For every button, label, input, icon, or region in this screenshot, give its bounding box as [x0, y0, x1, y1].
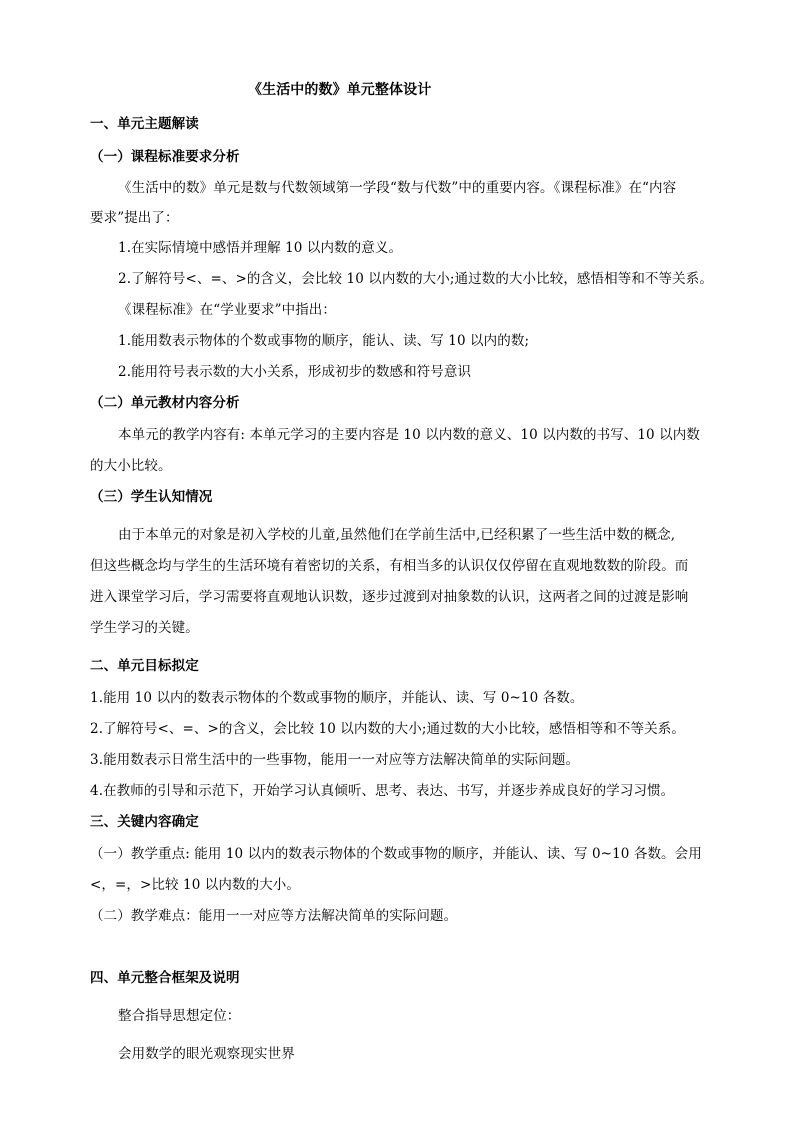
paragraph-line: 《生活中的数》单元是数与代数领域第一学段“数与代数”中的重要内容。《课程标准》在“内容: [118, 180, 677, 196]
requirement-item-1: 1.在实际情境中感悟并理解 10 以内数的意义。: [118, 240, 403, 256]
paragraph-line: 进入课堂学习后，学习需要将直观地认识数，逐步过渡到对抽象数的认识，这两者之间的过渡是影响: [90, 589, 689, 605]
paragraph-line: 要求”提出了：: [90, 210, 179, 226]
section-3-heading: 三、关键内容确定: [90, 814, 199, 830]
requirement-item-2: 2.了解符号<、=、>的含义，会比较 10 以内数的大小;通过数的大小比较，感悟相等和不等关系。: [118, 271, 713, 287]
academic-item-1: 1.能用数表示物体的个数或事物的顺序，能认、读、写 10 以内的数;: [118, 333, 530, 349]
paragraph-line: 的大小比较。: [90, 458, 172, 474]
paragraph-line: 由于本单元的对象是初入学校的儿童,虽然他们在学前生活中,已经积累了一些生活中数的概念,: [118, 527, 676, 543]
academic-item-2: 2.能用符号表示数的大小关系，形成初步的数感和符号意识: [118, 364, 472, 380]
section-2-heading: 二、单元目标拟定: [90, 658, 199, 674]
guide-item: 会用数学的眼光观察现实世界: [118, 1046, 295, 1062]
goal-item-4: 4.在教师的引导和示范下，开始学习认真倾听、思考、表达、书写，并逐步养成良好的学习习惯。: [90, 783, 675, 799]
subsection-1-3-heading: （三）学生认知情况: [90, 489, 213, 505]
section-1-heading: 一、单元主题解读: [90, 116, 199, 132]
subsection-1-1-heading: （一）课程标准要求分析: [90, 149, 240, 165]
difficulty-line: （二）教学难点：能用一一对应等方法解决简单的实际问题。: [90, 908, 458, 924]
section-4-heading: 四、单元整合框架及说明: [90, 970, 240, 986]
page-title: 《生活中的数》单元整体设计: [248, 82, 432, 98]
goal-item-3: 3.能用数表示日常生活中的一些事物，能用一一对应等方法解决简单的实际问题。: [90, 752, 580, 768]
guide-intro: 整合指导思想定位：: [118, 1008, 241, 1024]
goal-item-1: 1.能用 10 以内的数表示物体的个数或事物的顺序，并能认、读、写 0~10 各数。: [90, 690, 584, 706]
academic-requirement-intro: 《课程标准》在“学业要求”中指出：: [118, 302, 337, 318]
goal-item-2: 2.了解符号<、=、>的含义，会比较 10 以内数的大小;通过数的大小比较，感悟相等和不等关系。: [90, 721, 685, 737]
paragraph-line: 学生学习的关键。: [90, 620, 199, 636]
paragraph-line: 本单元的教学内容有: 本单元学习的主要内容是 10 以内数的意义、10 以内数的书写、10 以内数: [118, 427, 700, 443]
key-point-line: （一）教学重点: 能用 10 以内的数表示物体的个数或事物的顺序，并能认、读、写 0~10 各数。会用: [90, 846, 702, 862]
paragraph-line: 但这些概念均与学生的生活环境有着密切的关系，有相当多的认识仅仅停留在直观地数数的阶段。而: [90, 558, 689, 574]
subsection-1-2-heading: （二）单元教材内容分析: [90, 395, 240, 411]
key-point-line: <，=，>比较 10 以内数的大小。: [90, 877, 300, 893]
